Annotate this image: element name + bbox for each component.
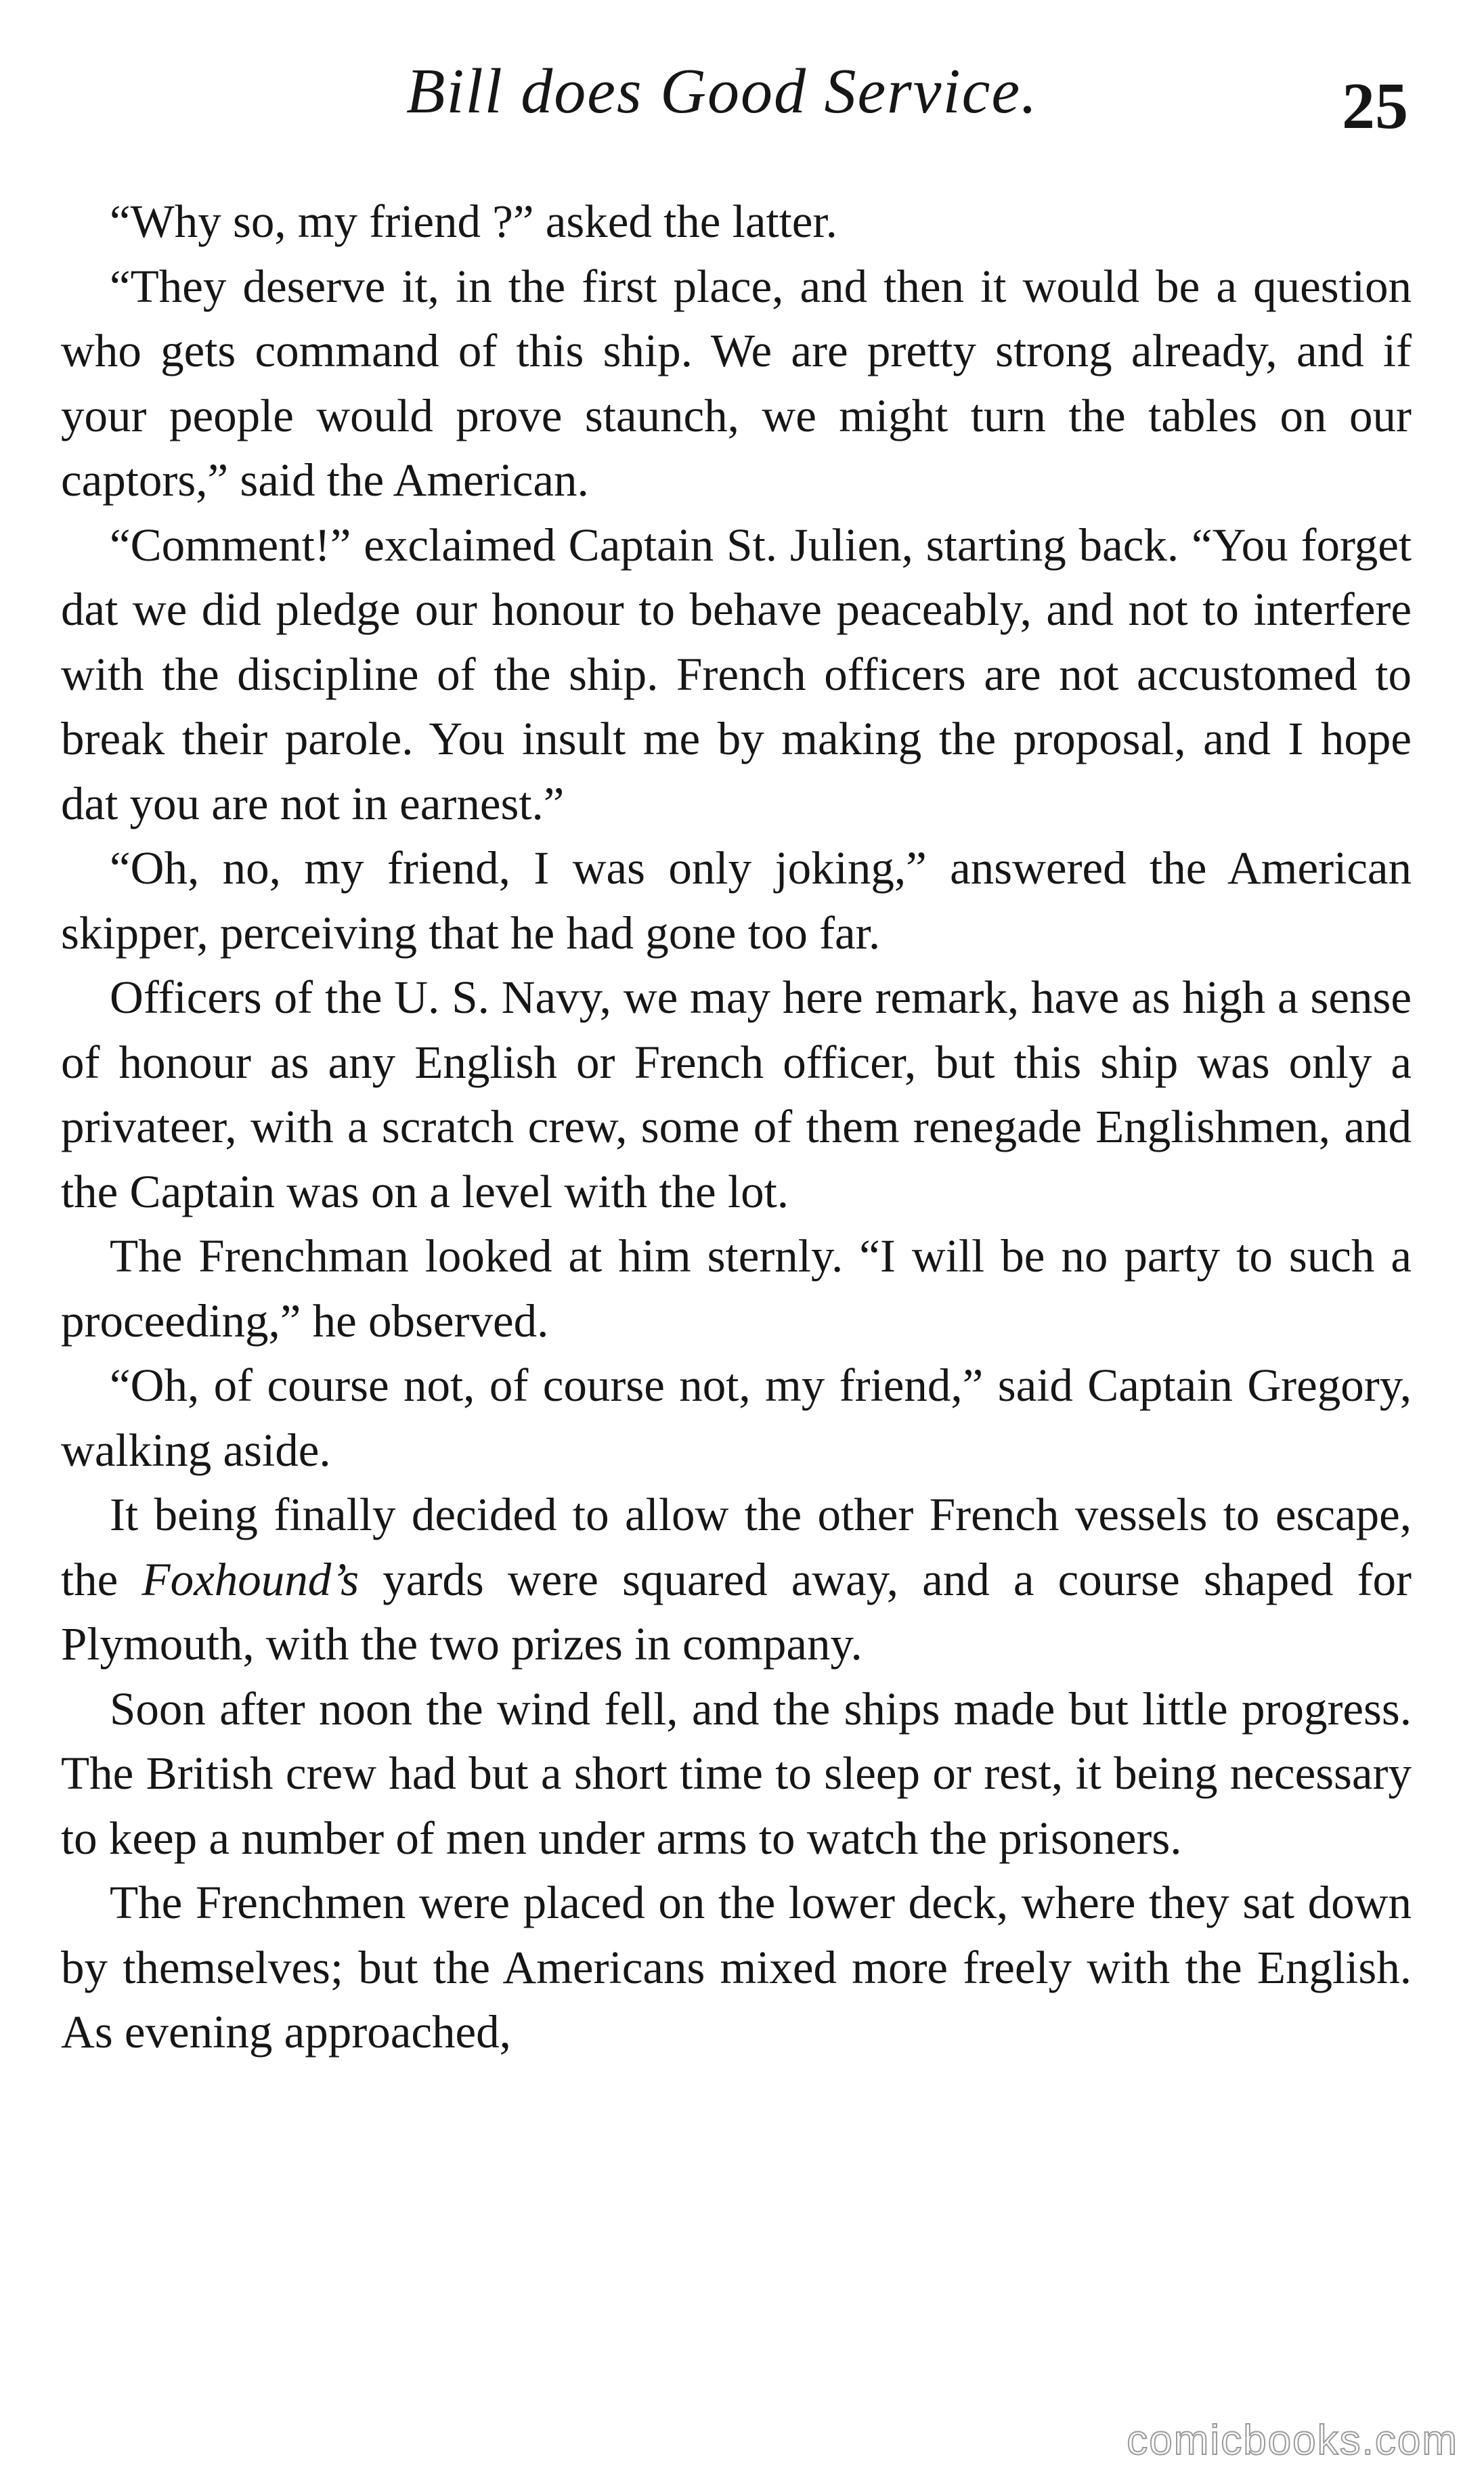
paragraph: Officers of the U. S. Navy, we may here remark, have as high a sense of honour as any English or French officer, but this ship was only a privateer, with a scratch crew, some of them renegade Englishmen, and the Captain was on a level with the lot. <box>61 972 1412 1217</box>
paragraph: “Oh, of course not, of course not, my friend,” said Captain Gregory, walking aside. <box>61 1360 1412 1476</box>
paragraph-text: It being finally decided to allow the other French vessels to escape, the <box>61 1489 1412 1605</box>
watermark: comicbooks.com <box>1127 2417 1458 2464</box>
body-text <box>61 190 1412 2065</box>
paragraph: Soon after noon the wind fell, and the ships made but little progress. The British crew had but a short time to sleep or rest, it being necessary to keep a number of men under arms to watch the prisoners. <box>61 1682 1412 1864</box>
running-title: Bill does Good Service. <box>406 56 1039 127</box>
paragraph: “Oh, no, my friend, I was only joking,” answered the American skipper, perceiving that he had gone too far. <box>61 842 1412 959</box>
paragraph <box>61 1483 1412 1677</box>
page-number: 25 <box>1342 70 1408 143</box>
paragraph: The Frenchman looked at him sternly. “I will be no party to such a proceeding,” he observed. <box>61 1230 1412 1347</box>
paragraph: “Comment!” exclaimed Captain St. Julien, starting back. “You forget dat we did pledge our honour to behave peaceably, and not to interfere with the discipline of the ship. French officers are not accustomed to break their parole. You insult me by making the proposal, and I hope dat you are not in earnest.” <box>61 519 1412 829</box>
paragraph: “They deserve it, in the first place, and then it would be a question who gets command of this ship. We are pretty strong already, and if your people would prove staunch, we might turn the tables on our captors,” said the American. <box>61 260 1412 506</box>
paragraph: The Frenchmen were placed on the lower deck, where they sat down by themselves; but the Americans mixed more freely with the English. As evening approached, <box>61 1877 1412 2058</box>
paragraph: “Why so, my friend ?” asked the latter. <box>110 196 837 247</box>
ship-name: Foxhound’s <box>141 1553 359 1605</box>
paragraph-text: yards were squared away, and a course shaped for Plymouth, with the two prizes in company. <box>61 1553 1412 1670</box>
